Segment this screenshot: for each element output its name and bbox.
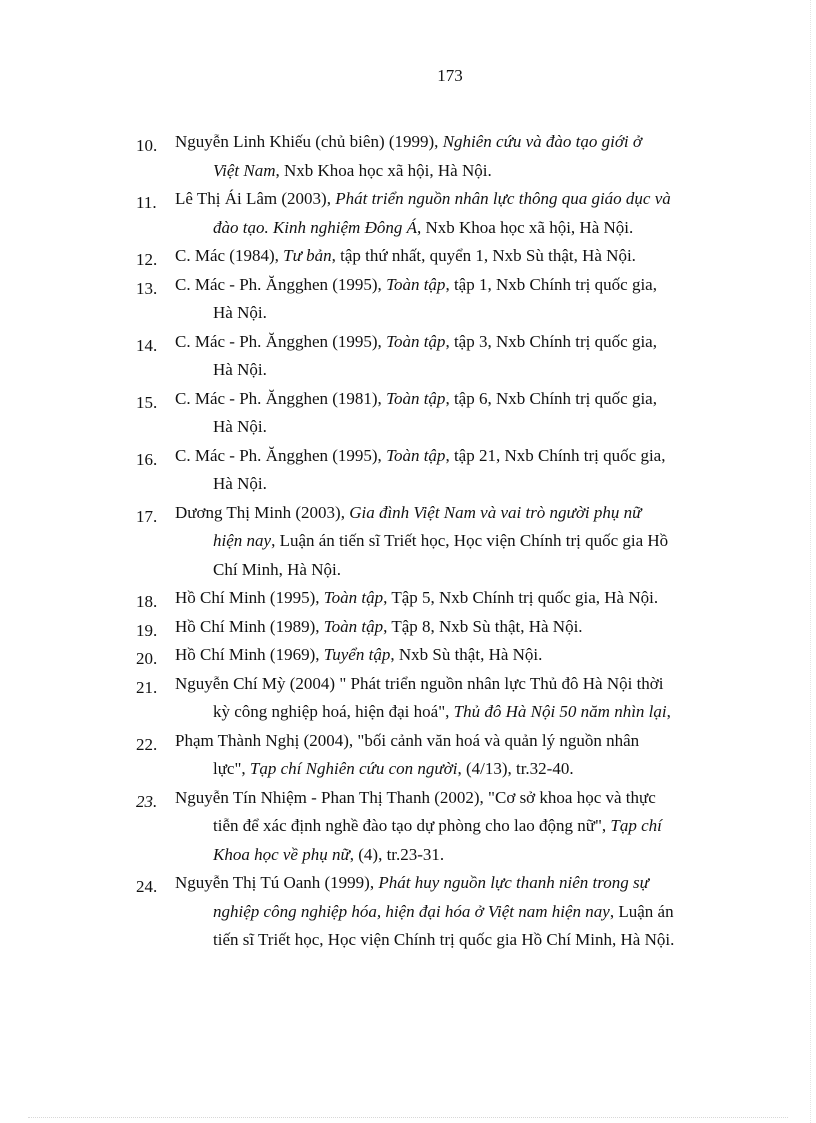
reference-item bbox=[0, 670, 816, 727]
reference-segment: Hà Nội. bbox=[213, 417, 267, 436]
reference-line bbox=[175, 185, 740, 214]
reference-line bbox=[175, 898, 740, 927]
reference-segment: Hồ Chí Minh (1969), bbox=[175, 645, 324, 664]
reference-text bbox=[175, 641, 740, 670]
reference-line bbox=[175, 784, 740, 813]
reference-segment: Nguyễn Tín Nhiệm - Phan Thị Thanh (2002), "Cơ sở khoa học và thực bbox=[175, 787, 656, 807]
reference-segment: lực", bbox=[213, 759, 250, 778]
reference-number: 20. bbox=[136, 649, 158, 668]
reference-line bbox=[175, 727, 740, 756]
reference-number: 12. bbox=[136, 250, 158, 269]
reference-title-italic: Tạp chí Nghiên cứu con người bbox=[249, 759, 458, 778]
reference-number: 13. bbox=[136, 278, 158, 298]
reference-segment: C. Mác - Ph. Ăngghen (1995), bbox=[175, 274, 387, 294]
reference-title-italic: Toàn tập bbox=[386, 445, 446, 465]
reference-segment: , tập 6, Nxb Chính trị quốc gia, bbox=[445, 388, 657, 408]
reference-number: 10. bbox=[136, 136, 158, 155]
reference-number: 24. bbox=[136, 877, 158, 896]
reference-title-italic: Toàn tập bbox=[386, 388, 446, 408]
reference-segment: Hồ Chí Minh (1989), bbox=[175, 616, 324, 636]
reference-segment: , tập 3, Nxb Chính trị quốc gia, bbox=[445, 331, 657, 351]
reference-line bbox=[175, 328, 740, 357]
reference-title-italic: Việt Nam bbox=[213, 160, 276, 180]
reference-segment: Nguyễn Thị Tú Oanh (1999), bbox=[175, 873, 379, 892]
reference-item bbox=[0, 242, 816, 271]
reference-line bbox=[175, 128, 740, 157]
reference-text bbox=[175, 128, 740, 185]
reference-number: 14. bbox=[136, 335, 158, 355]
reference-line bbox=[175, 214, 740, 243]
reference-text bbox=[175, 385, 740, 442]
reference-line bbox=[175, 584, 740, 613]
reference-segment: , Nxb Sù thật, Hà Nội. bbox=[390, 645, 543, 664]
reference-line bbox=[175, 641, 740, 670]
reference-title-italic: Phát triển nguồn nhân lực thông qua giáo dục và bbox=[335, 189, 671, 208]
reference-number: 11. bbox=[136, 193, 157, 212]
reference-item bbox=[0, 584, 816, 613]
reference-text bbox=[175, 613, 740, 642]
reference-item bbox=[0, 271, 816, 328]
reference-segment: , Nxb Khoa học xã hội, Hà Nội. bbox=[275, 160, 492, 180]
reference-item bbox=[0, 385, 816, 442]
reference-segment: Nguyễn Chí Mỳ (2004) " Phát triển nguồn nhân lực Thủ đô Hà Nội thời bbox=[175, 673, 664, 693]
reference-line bbox=[175, 299, 740, 328]
reference-line bbox=[175, 556, 740, 585]
reference-number: 22. bbox=[136, 734, 158, 754]
reference-title-italic: Toàn tập bbox=[323, 616, 384, 636]
reference-list bbox=[0, 128, 816, 955]
reference-segment: , tập thứ nhất, quyển 1, Nxb Sù thật, Hà Nội. bbox=[331, 246, 636, 265]
page-number: 173 bbox=[437, 66, 463, 85]
reference-title-italic: Gia đình Việt Nam và vai trò người phụ nữ bbox=[349, 502, 642, 522]
reference-title-italic: Toàn tập bbox=[386, 331, 446, 351]
reference-segment: Chí Minh, Hà Nội. bbox=[213, 559, 341, 579]
reference-line bbox=[175, 385, 740, 414]
reference-segment: Hà Nội. bbox=[213, 474, 267, 493]
reference-line bbox=[175, 356, 740, 385]
reference-segment: Dương Thị Minh (2003), bbox=[175, 502, 350, 522]
reference-line bbox=[175, 613, 740, 642]
reference-segment: Hồ Chí Minh (1995), bbox=[175, 588, 324, 607]
reference-title-italic: Tư bản bbox=[283, 246, 332, 265]
reference-item bbox=[0, 442, 816, 499]
reference-item bbox=[0, 727, 816, 784]
reference-title-italic: hiện nay bbox=[213, 531, 272, 550]
reference-text bbox=[175, 242, 740, 271]
reference-text bbox=[175, 185, 740, 242]
reference-title-italic: Thủ đô Hà Nội 50 năm nhìn lại bbox=[453, 702, 667, 721]
reference-line bbox=[175, 242, 740, 271]
reference-segment: , tập 21, Nxb Chính trị quốc gia, bbox=[445, 445, 666, 465]
reference-number: 17. bbox=[136, 506, 158, 526]
reference-number: 15. bbox=[136, 392, 158, 412]
reference-title-italic: Khoa học về phụ nữ bbox=[213, 844, 350, 864]
reference-text bbox=[175, 727, 740, 784]
reference-text bbox=[175, 670, 740, 727]
reference-segment: , Tập 8, Nxb Sù thật, Hà Nội. bbox=[383, 616, 583, 636]
reference-number: 23. bbox=[136, 791, 158, 811]
reference-text bbox=[175, 499, 740, 585]
reference-number: 19. bbox=[136, 620, 158, 640]
reference-title-italic: Tạp chí bbox=[610, 816, 662, 835]
reference-number: 18. bbox=[136, 592, 158, 611]
reference-segment: , Tập 5, Nxb Chính trị quốc gia, Hà Nội. bbox=[383, 588, 659, 607]
reference-segment: Phạm Thành Nghị (2004), "bối cảnh văn hoá và quản lý nguồn nhân bbox=[175, 730, 640, 750]
reference-segment: , Luận án bbox=[609, 901, 674, 921]
reference-line bbox=[175, 157, 740, 186]
reference-line bbox=[175, 527, 740, 556]
reference-segment: Hà Nội. bbox=[213, 303, 267, 322]
reference-number: 16. bbox=[136, 449, 158, 469]
reference-line bbox=[175, 812, 740, 841]
reference-title-italic: đào tạo. Kinh nghiệm Đông Á bbox=[213, 217, 417, 237]
reference-text bbox=[175, 328, 740, 385]
reference-line bbox=[175, 442, 740, 471]
reference-segment: Nguyễn Linh Khiếu (chủ biên) (1999), bbox=[175, 132, 443, 151]
reference-line bbox=[175, 869, 740, 898]
reference-segment: C. Mác - Ph. Ăngghen (1995), bbox=[175, 445, 387, 465]
reference-text bbox=[175, 784, 740, 870]
reference-segment: Lê Thị Ái Lâm (2003), bbox=[175, 189, 336, 208]
reference-title-italic: nghiệp công nghiệp hóa, hiện đại hóa ở Việt nam hiện nay bbox=[213, 901, 610, 921]
reference-segment: tiễn để xác định nghề đào tạo dự phòng cho lao động nữ", bbox=[213, 816, 611, 835]
reference-segment: C. Mác - Ph. Ăngghen (1995), bbox=[175, 331, 387, 351]
reference-line bbox=[175, 698, 740, 727]
reference-line bbox=[175, 670, 740, 699]
reference-item bbox=[0, 185, 816, 242]
reference-segment: tiến sĩ Triết học, Học viện Chính trị quốc gia Hồ Chí Minh, Hà Nội. bbox=[213, 930, 675, 949]
reference-segment: , Nxb Khoa học xã hội, Hà Nội. bbox=[417, 217, 634, 237]
reference-item bbox=[0, 499, 816, 585]
reference-segment: , bbox=[666, 702, 671, 721]
reference-segment: , tập 1, Nxb Chính trị quốc gia, bbox=[445, 274, 657, 294]
reference-segment: , (4), tr.23-31. bbox=[349, 844, 445, 864]
reference-item bbox=[0, 641, 816, 670]
reference-segment: , (4/13), tr.32-40. bbox=[457, 759, 574, 778]
reference-title-italic: Tuyển tập bbox=[323, 645, 391, 664]
reference-text bbox=[175, 271, 740, 328]
reference-item bbox=[0, 328, 816, 385]
reference-text bbox=[175, 442, 740, 499]
reference-title-italic: Toàn tập bbox=[386, 274, 446, 294]
page-bottom-rule bbox=[28, 1117, 788, 1118]
reference-segment: C. Mác (1984), bbox=[175, 246, 284, 265]
reference-item bbox=[0, 613, 816, 642]
reference-line bbox=[175, 755, 740, 784]
reference-segment: Hà Nội. bbox=[213, 360, 267, 379]
reference-line bbox=[175, 499, 740, 528]
reference-title-italic: Phát huy nguồn lực thanh niên trong sự bbox=[378, 873, 649, 892]
page-edge-rule bbox=[810, 0, 811, 1123]
reference-item bbox=[0, 869, 816, 955]
reference-line bbox=[175, 841, 740, 870]
reference-line bbox=[175, 926, 740, 955]
reference-segment: , Luận án tiến sĩ Triết học, Học viện Chính trị quốc gia Hồ bbox=[271, 531, 669, 550]
reference-item bbox=[0, 128, 816, 185]
reference-number: 21. bbox=[136, 677, 158, 697]
reference-title-italic: Nghiên cứu và đào tạo giới ở bbox=[442, 132, 642, 151]
reference-line bbox=[175, 413, 740, 442]
reference-segment: kỳ công nghiệp hoá, hiện đại hoá", bbox=[213, 702, 454, 721]
reference-text bbox=[175, 869, 740, 955]
reference-line bbox=[175, 271, 740, 300]
reference-segment: C. Mác - Ph. Ăngghen (1981), bbox=[175, 388, 387, 408]
reference-text bbox=[175, 584, 740, 613]
reference-item bbox=[0, 784, 816, 870]
reference-line bbox=[175, 470, 740, 499]
reference-title-italic: Toàn tập bbox=[323, 588, 384, 607]
